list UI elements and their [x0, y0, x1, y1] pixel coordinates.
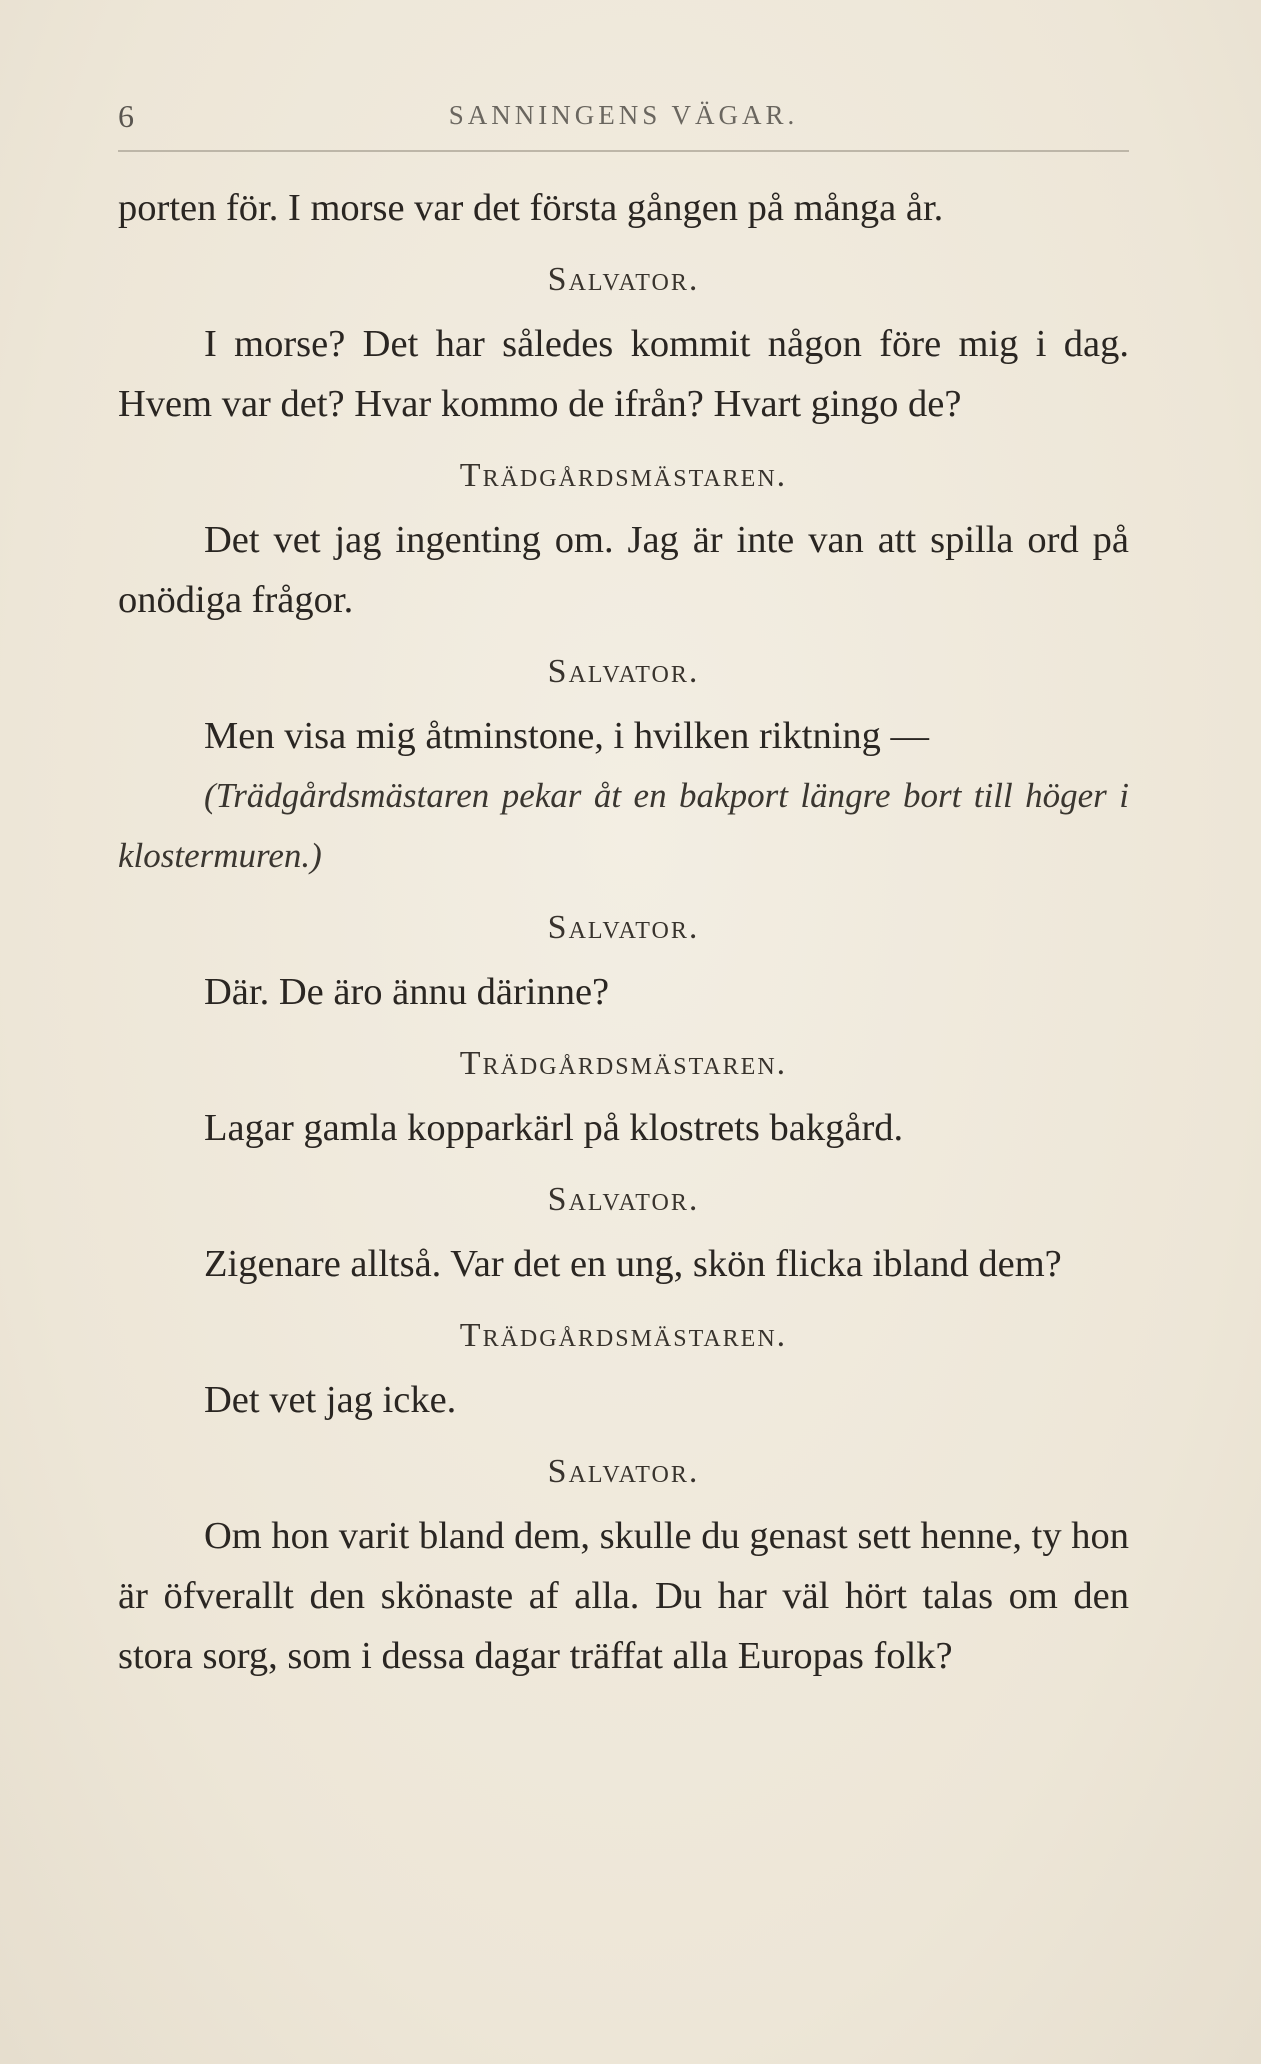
paragraph: porten för. I morse var det första gången på många år. [118, 187, 944, 229]
paragraph: Zigenare alltså. Var det en ung, skön flicka ibland dem? [204, 1243, 1062, 1285]
speaker-name: Trädgårdsmästaren. [459, 1317, 788, 1354]
speaker-name: Trädgårdsmästaren. [459, 1045, 788, 1082]
speaker-name: Salvator. [547, 909, 700, 946]
paragraph: Där. De äro ännu därinne? [204, 971, 610, 1013]
speaker-name: Salvator. [547, 261, 700, 298]
speaker-name: Trädgårdsmästaren. [459, 457, 788, 494]
running-title: SANNINGENS VÄGAR. [448, 100, 799, 130]
paragraph: Om hon varit bland dem, skulle du genast sett henne, ty hon är öfverallt den skönaste af alla. Du har väl hört talas om den stora sorg, som i dessa dagar träffat alla Europas folk? [118, 1515, 1129, 1677]
speaker-name: Salvator. [547, 653, 700, 690]
speaker-name: Salvator. [547, 1181, 700, 1218]
page-text [118, 178, 1129, 1686]
stage-direction: (Trädgårdsmästaren pekar åt en bakport längre bort till höger i klostermuren.) [118, 776, 1129, 875]
paragraph: Det vet jag icke. [204, 1379, 457, 1421]
paragraph: Men visa mig åtminstone, i hvilken riktning — [204, 715, 930, 757]
paragraph: Det vet jag ingenting om. Jag är inte van att spilla ord på onödiga frågor. [118, 519, 1129, 621]
paragraph: I morse? Det har således kommit någon före mig i dag. Hvem var det? Hvar kommo de ifrån? Hvart gingo de? [118, 323, 1129, 425]
speaker-name: Salvator. [547, 1453, 700, 1490]
header-rule [118, 150, 1129, 152]
page-header [118, 98, 1129, 138]
page-number: 6 [118, 98, 134, 134]
paragraph: Lagar gamla kopparkärl på klostrets bakgård. [204, 1107, 904, 1149]
